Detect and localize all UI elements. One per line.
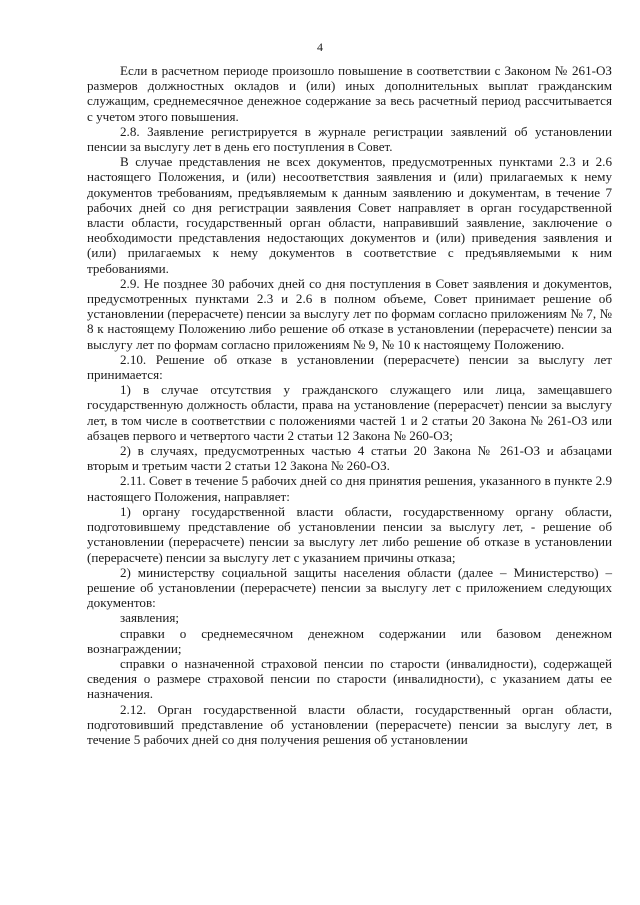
- paragraph: 2) в случаях, предусмотренных частью 4 статьи 20 Закона № 261-ОЗ и абзацами вторым и третьим части 2 статьи 12 Закона № 260-ОЗ.: [87, 443, 612, 474]
- paragraph: справки о назначенной страховой пенсии по старости (инвалидности), содержащей сведения о размере страховой пенсии по старости (инвалидности), с указанием даты ее назначения.: [87, 655, 612, 702]
- paragraph: Если в расчетном периоде произошло повышение в соответствии с Законом № 261-ОЗ размеров должностных окладов и (или) иных дополнительных выплат гражданским служащим, среднемесячное денежное содержание за весь расчетный период рассчитывается с учетом этого повышения.: [87, 63, 612, 124]
- paragraph: 1) органу государственной власти области, государственному органу области, подготовившему представление об установлении пенсии за выслугу лет, - решение об установлении (перерасчете) пенсии за выслугу лет либо решение об отказе в установлении (перерасчете) пенсии за выслугу лет с указанием причины отказа;: [87, 503, 612, 565]
- paragraph: В случае представления не всех документов, предусмотренных пунктами 2.3 и 2.6 настоящего Положения, и (или) несоответствия заявления и (или) прилагаемых к нему документов требованиям, предъявляемым к данным заявлению и документам, в течение 7 рабочих дней со дня регистрации заявления Совет направляет в орган государственной власти области, государственный орган области, направивший заявление, заключение о необходимости представления недостающих документов и (или) приведения заявления и (или) прилагаемых к нему документов в соответствие с предъявляемыми к ним требованиями.: [87, 154, 612, 276]
- paragraph: заявления;: [120, 610, 180, 626]
- document-body: [87, 63, 612, 747]
- paragraph: 2.11. Совет в течение 5 рабочих дней со дня принятия решения, указанного в пункте 2.9 настоящего Положения, направляет:: [87, 473, 612, 504]
- paragraph: справки о среднемесячном денежном содержании или базовом денежном вознаграждении;: [87, 625, 612, 656]
- paragraph: 1) в случае отсутствия у гражданского служащего или лица, замещавшего государственную должность области, права на установление (перерасчет) пенсии за выслугу лет, в том числе в соответствии с положениями частей 1 и 2 статьи 20 Закона № 261-ОЗ или абзацев первого и четвертого части 2 статьи 12 Закона № 260-ОЗ;: [87, 382, 612, 443]
- page-number: 4: [317, 40, 323, 54]
- paragraph: 2.8. Заявление регистрируется в журнале регистрации заявлений об установлении пенсии за выслугу лет в день его поступления в Совет.: [87, 123, 612, 155]
- paragraph: 2) министерству социальной защиты населения области (далее – Министерство) – решение об установлении (перерасчете) пенсии за выслугу лет с приложением следующих документов:: [87, 564, 612, 611]
- paragraph: 2.9. Не позднее 30 рабочих дней со дня поступления в Совет заявления и документов, предусмотренных пунктами 2.3 и 2.6 в полном объеме, Совет принимает решение об установлении (перерасчете) пенсии за выслугу лет по формам согласно приложениям № 7, № 8 к настоящему Положению либо решение об отказе в установлении (перерасчете) пенсии за выслугу лет по формам согласно приложениям № 9, № 10 к настоящему Положению.: [87, 275, 612, 352]
- paragraph: 2.10. Решение об отказе в установлении (перерасчете) пенсии за выслугу лет принимается:: [87, 351, 612, 383]
- paragraph: 2.12. Орган государственной власти области, государственный орган области, подготовивший представление об установлении (перерасчете) пенсии за выслугу лет, в течение 5 рабочих дней со дня получения решения об установлении: [87, 701, 612, 747]
